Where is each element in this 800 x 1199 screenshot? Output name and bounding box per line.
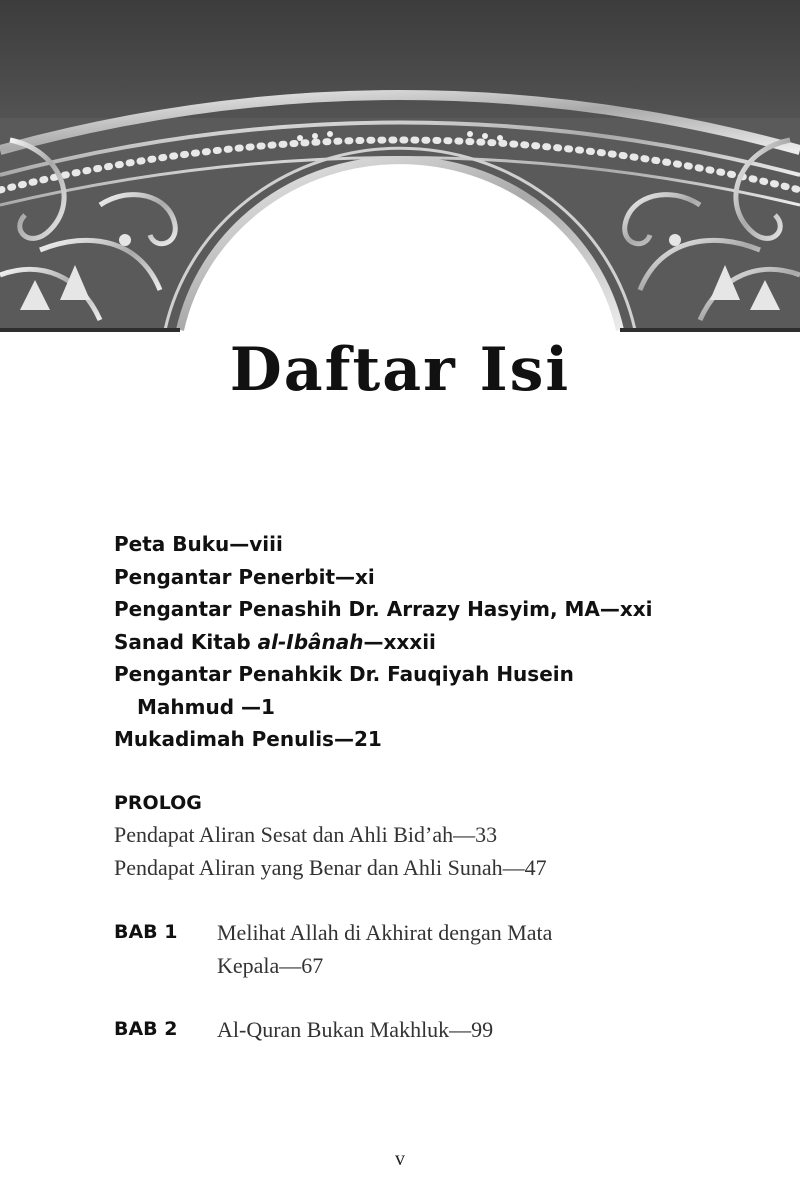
toc-entry-continuation: Mahmud —1 [137,694,275,719]
toc-entry: Mukadimah Penulis—21 [114,727,382,751]
chapter-title-line: Kepala—67 [217,953,324,978]
chapter-title-line: Al-Quran Bukan Makhluk—99 [217,1017,494,1042]
toc-entry: Peta Buku—viii [114,532,283,556]
toc-entry: Pengantar Penahkik Dr. Fauqiyah Husein [114,662,574,686]
toc-entry [114,626,754,659]
chapter-label: BAB 2 [114,1018,178,1040]
page-number: v [395,1148,405,1170]
toc-entry-prefix: Sanad Kitab [114,629,258,654]
front-matter-list [114,528,754,756]
chapter-title [217,1013,697,1046]
chapter-title-line: Melihat Allah di Akhirat dengan Mata [217,920,553,945]
toc-entry-italic-title: al-Ibânah [257,629,364,654]
ornamental-arch-header [0,0,800,345]
chapter-title [217,916,697,982]
prolog-item: Pendapat Aliran yang Benar dan Ahli Sunah—47 [114,855,547,880]
toc-entry: Pengantar Penashih Dr. Arrazy Hasyim, MA—xxi [114,597,653,621]
prolog-item: Pendapat Aliran Sesat dan Ahli Bid’ah—33 [114,822,498,847]
prolog-heading: PROLOG [114,792,202,814]
chapter-label: BAB 1 [114,921,178,943]
toc-entry: Pengantar Penerbit—xi [114,564,375,589]
toc-entry-page: —xxxii [363,629,436,654]
page-title: Daftar Isi [229,335,571,405]
prolog-section [114,788,754,884]
